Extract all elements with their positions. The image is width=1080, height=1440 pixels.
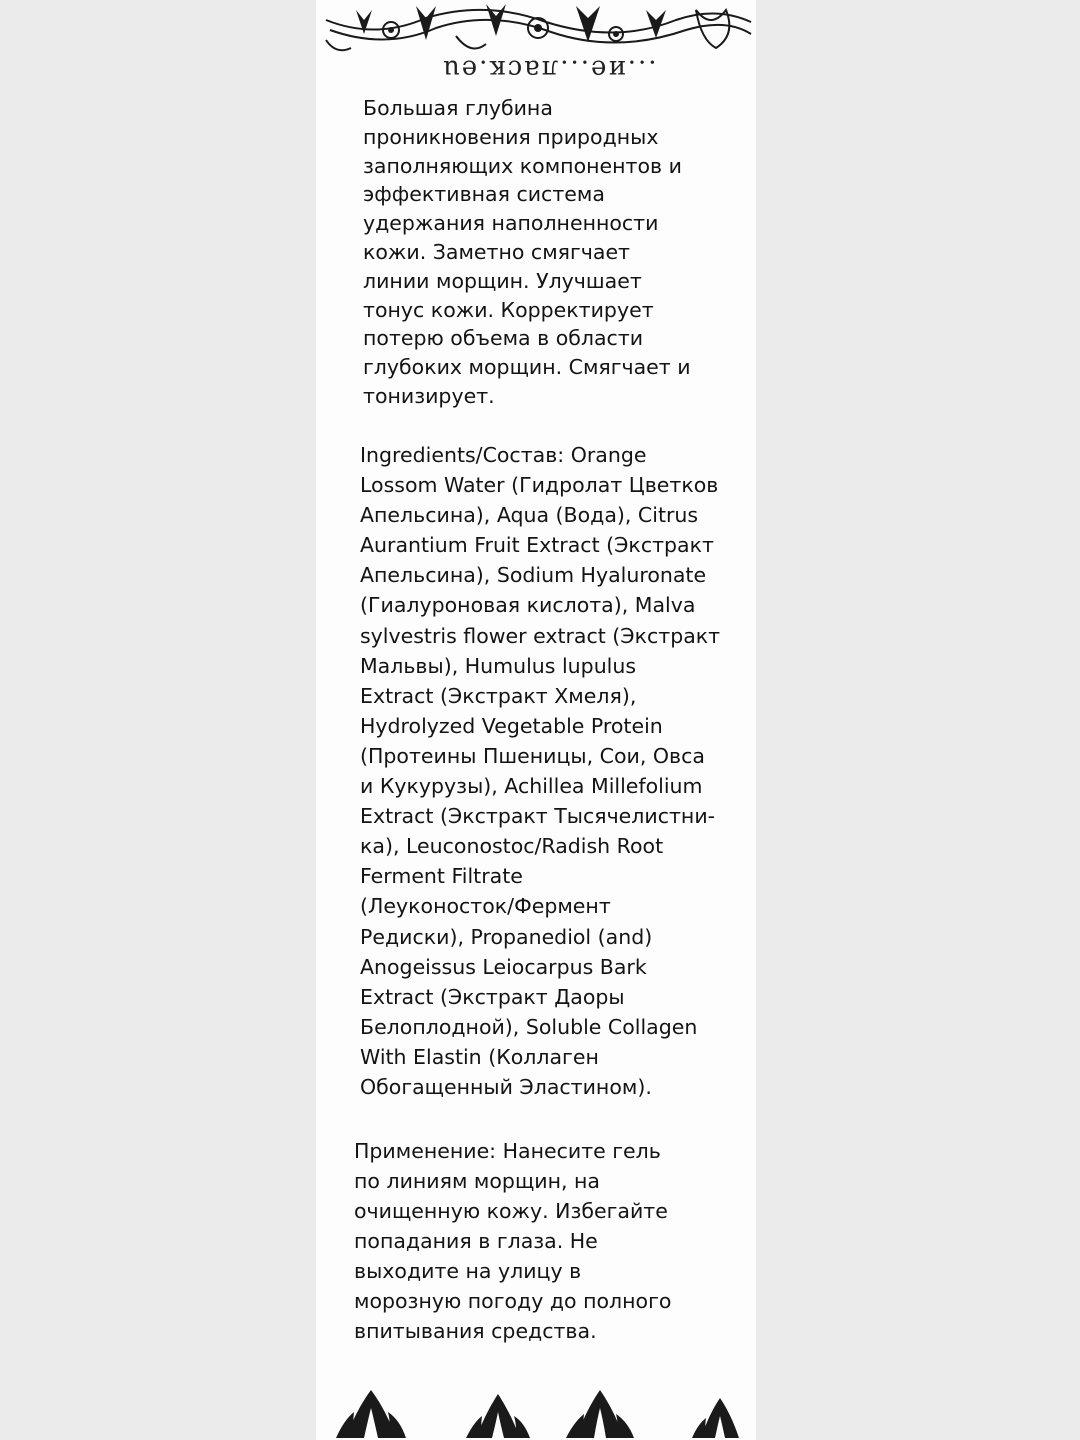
lotus-ornament-icon [316, 1380, 756, 1440]
product-label-strip [316, 0, 756, 1440]
product-description: Большая глубина проникновения природных заполняющих компонентов и эффективная система удержания наполненности кожи. Заметно смягчает линии морщин. Улучшает тонус кожи. Корректирует потерю объема в области глубоких морщин. Смягчает и тонизирует. [363, 96, 691, 408]
brand-curved-text: ...ие...ласк.еu [441, 54, 657, 84]
usage-instructions: Применение: Нанесите гель по линиям морщин, на очищенную кожу. Избегайте попадания в глаза. Не выходите на улицу в морозную погоду до полного впитывания средства. [354, 1139, 672, 1343]
ingredients-list: Ingredients/Состав: Orange Lossom Water (Гидролат Цветков Апельсина), Aqua (Вода), Citrus Aurantium Fruit Extract (Экстракт Апельсина), Sodium Hyaluronate (Гиалуроновая кислота), Malva sylvestris flower extract (Экстракт Мальвы), Humulus lupulus Extract (Экстракт Хмеля), Hydrolyzed Vegetable Protein (Протеины Пшеницы, Сои, Овса и Кукурузы), Achillea Millefolium Extract (Экстракт Тысячелистни- ка), Leuconostoc/Radish Root Ferment Filtrate (Леуконосток/Фермент Редиски), Propanediol (and) Anogeissus Leiocarpus Bark Extract (Экстракт Даоры Белоплодной), Soluble Collagen With Elastin (Коллаген Обогащенный Эластином). [360, 443, 721, 1099]
